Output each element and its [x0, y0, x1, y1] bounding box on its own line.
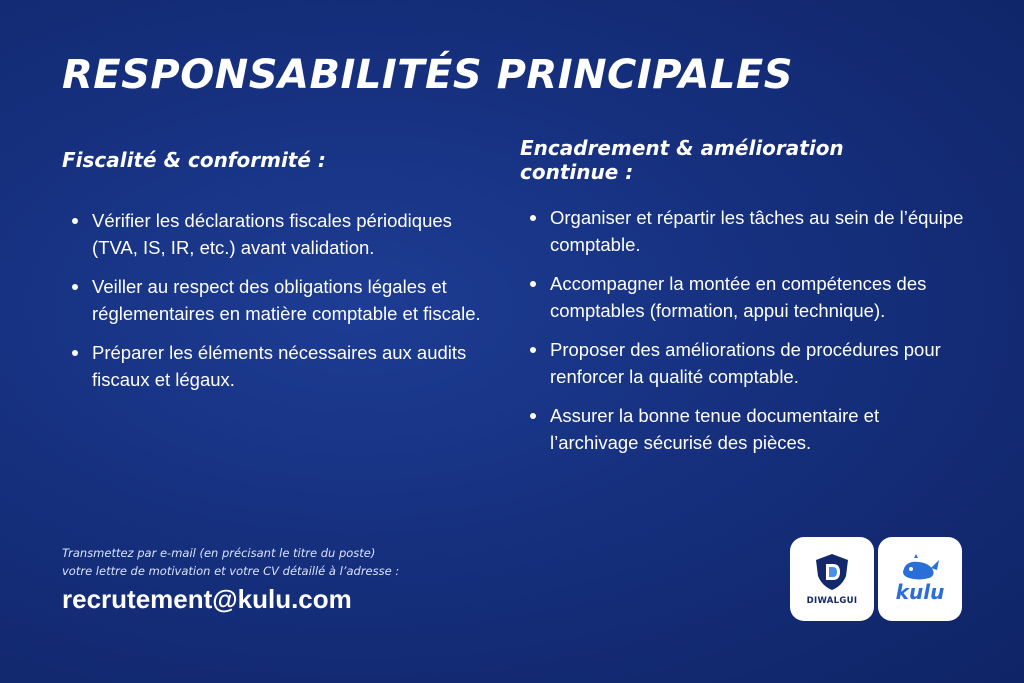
management-section — [520, 136, 970, 468]
shield-d-icon — [812, 552, 852, 592]
list-item: Veiller au respect des obligations légales et réglementaires en matière comptable et fiscale. — [62, 273, 502, 327]
application-footer — [62, 544, 482, 615]
kulu-logo — [878, 537, 962, 621]
tax-compliance-list — [62, 207, 502, 393]
list-item: Assurer la bonne tenue documentaire et l’archivage sécurisé des pièces. — [520, 402, 970, 456]
list-item: Accompagner la montée en compétences des comptables (formation, appui technique). — [520, 270, 970, 324]
instructions-line-1: Transmettez par e-mail (en précisant le titre du poste) — [62, 546, 376, 560]
list-item: Proposer des améliorations de procédures pour renforcer la qualité comptable. — [520, 336, 970, 390]
kulu-caption: kulu — [895, 580, 945, 604]
application-instructions — [62, 544, 482, 580]
tax-compliance-section — [62, 148, 502, 405]
diwalgui-logo — [790, 537, 874, 621]
management-list — [520, 204, 970, 456]
list-item: Vérifier les déclarations fiscales périodiques (TVA, IS, IR, etc.) avant validation. — [62, 207, 502, 261]
tax-compliance-heading: Fiscalité & conformité : — [62, 148, 326, 172]
diwalgui-caption: DIWALGUI — [806, 596, 858, 606]
instructions-line-2: votre lettre de motivation et votre CV détaillé à l’adresse : — [62, 564, 400, 578]
page-title: RESPONSABILITÉS PRINCIPALES — [62, 52, 794, 98]
logo-group — [790, 537, 962, 621]
list-item: Organiser et répartir les tâches au sein de l’équipe comptable. — [520, 204, 970, 258]
list-item: Préparer les éléments nécessaires aux audits fiscaux et légaux. — [62, 339, 502, 393]
management-heading: Encadrement & amélioration continue : — [520, 136, 844, 184]
email-link[interactable]: recrutement@kulu.com — [62, 584, 352, 614]
